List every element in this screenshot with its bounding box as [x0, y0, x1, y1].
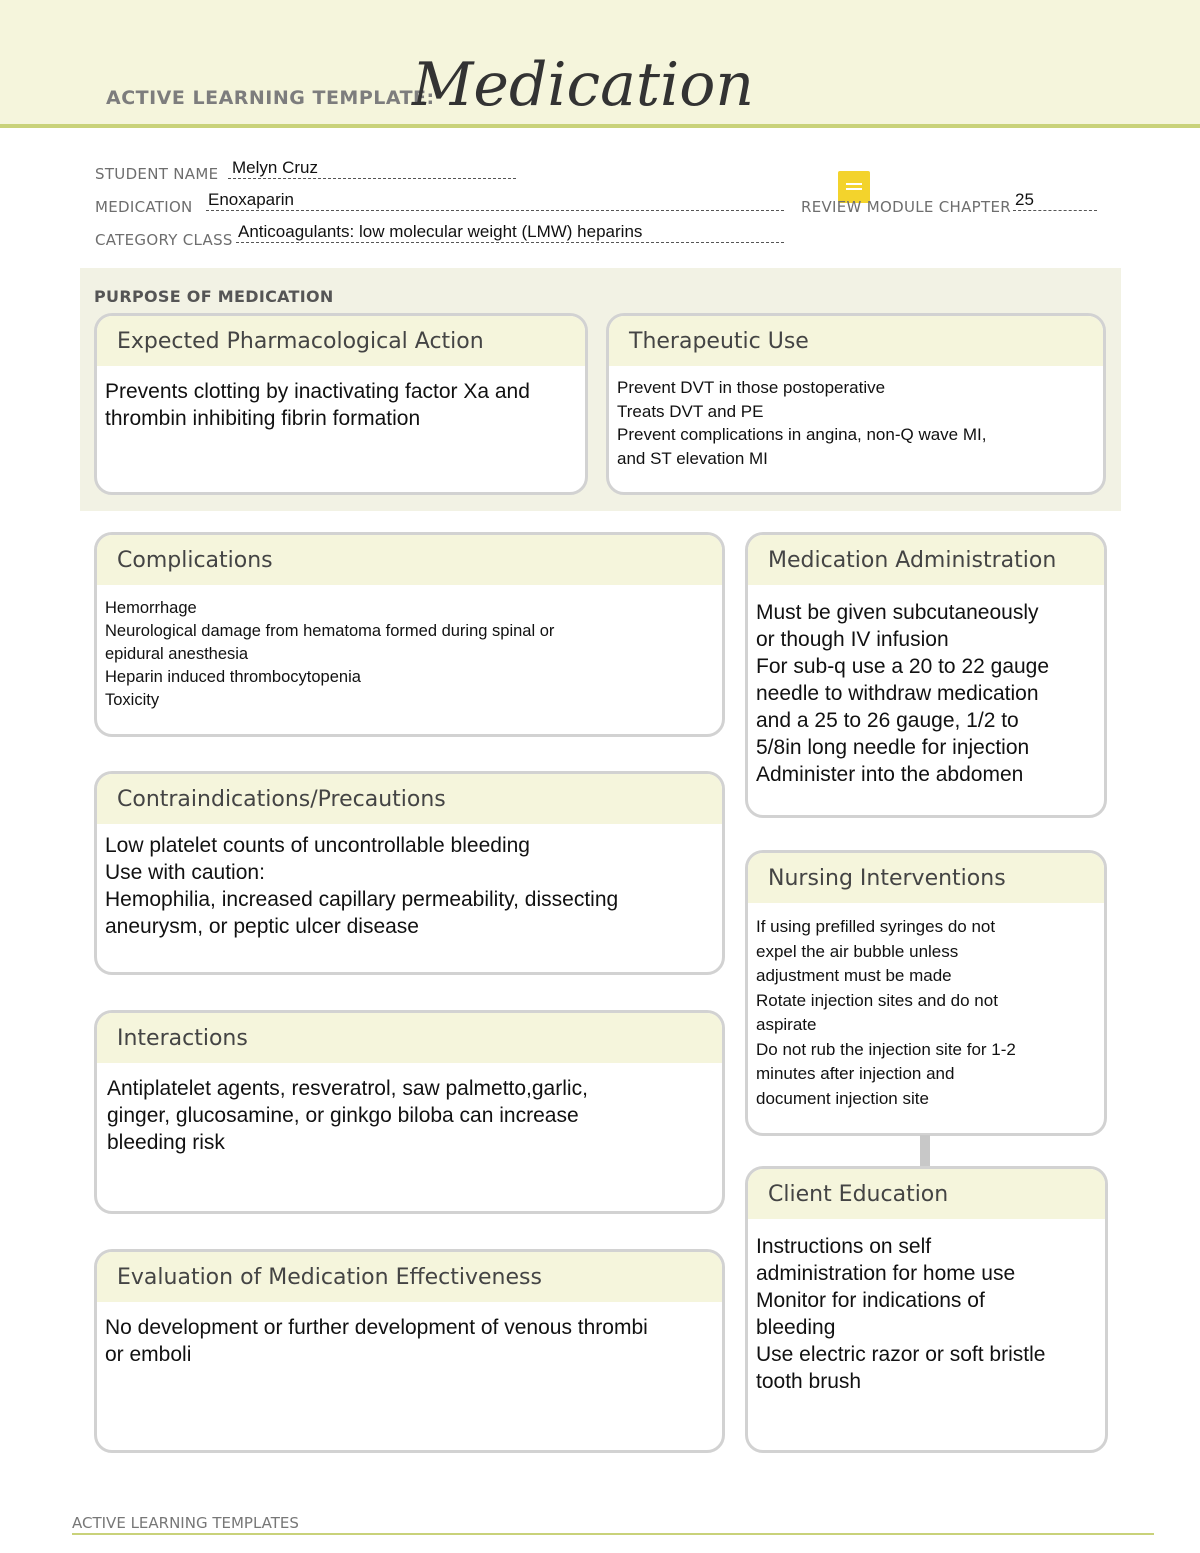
text-line: Toxicity	[105, 691, 160, 709]
text-line: Low platelet counts of uncontrollable bleeding	[105, 834, 530, 857]
text-line: Prevents clotting by inactivating factor Xa and	[105, 380, 530, 403]
complications-body[interactable]	[97, 585, 722, 720]
therapeutic-use-body[interactable]	[609, 366, 1103, 478]
expected-action-body[interactable]	[97, 366, 585, 440]
nursing-interventions-body[interactable]	[748, 903, 1104, 1119]
expected-action-box	[94, 313, 588, 495]
text-line: Heparin induced thrombocytopenia	[105, 668, 361, 686]
text-line: No development or further development of venous thrombi	[105, 1316, 648, 1339]
interactions-title: Interactions	[97, 1013, 722, 1063]
text-line: Administer into the abdomen	[756, 763, 1024, 786]
category-class-value: Anticoagulants: low molecular weight (LMW) heparins	[238, 222, 643, 241]
text-line: document injection site	[756, 1088, 929, 1108]
medication-label: MEDICATION	[95, 198, 193, 216]
text-line: bleeding	[756, 1316, 836, 1339]
evaluation-title: Evaluation of Medication Effectiveness	[97, 1252, 722, 1302]
text-line: Instructions on self	[756, 1235, 932, 1258]
category-class-label: CATEGORY CLASS	[95, 231, 233, 249]
text-line: Do not rub the injection site for 1-2	[756, 1039, 1016, 1059]
footer-divider	[72, 1533, 1154, 1535]
therapeutic-use-box	[606, 313, 1106, 495]
text-line: thrombin inhibiting fibrin formation	[105, 407, 421, 430]
text-line: Must be given subcutaneously	[756, 601, 1039, 624]
text-line: or emboli	[105, 1343, 192, 1366]
text-line: bleeding risk	[107, 1131, 225, 1154]
text-line: needle to withdraw medication	[756, 682, 1039, 705]
contraindications-body[interactable]	[97, 824, 722, 948]
text-line: Treats DVT and PE	[617, 401, 764, 421]
client-education-title: Client Education	[748, 1169, 1105, 1219]
text-line: Rotate injection sites and do not	[756, 990, 998, 1010]
text-line: Prevent complications in angina, non-Q wave MI,	[617, 425, 987, 444]
template-label: ACTIVE LEARNING TEMPLATE:	[106, 87, 435, 109]
contraindications-box	[94, 771, 725, 975]
student-name-field[interactable]	[228, 158, 516, 179]
medication-value: Enoxaparin	[208, 190, 295, 209]
review-chapter-field[interactable]	[1013, 190, 1097, 211]
contraindications-title: Contraindications/Precautions	[97, 774, 722, 824]
box-connector	[920, 1135, 930, 1167]
medication-administration-title: Medication Administration	[748, 535, 1104, 585]
category-class-field[interactable]	[236, 222, 784, 243]
text-line: 5/8in long needle for injection	[756, 736, 1030, 759]
text-line: expel the air bubble unless	[756, 941, 959, 961]
text-line: ginger, glucosamine, or ginkgo biloba can increase	[107, 1104, 579, 1127]
text-line: Monitor for indications of	[756, 1289, 985, 1312]
text-line: For sub-q use a 20 to 22 gauge	[756, 655, 1050, 678]
text-line: Use with caution:	[105, 861, 265, 884]
page-title: Medication	[412, 50, 754, 120]
text-line: and a 25 to 26 gauge, 1/2 to	[756, 709, 1019, 732]
medication-administration-box	[745, 532, 1107, 818]
medication-administration-body[interactable]	[748, 585, 1104, 796]
student-name-label: STUDENT NAME	[95, 165, 219, 183]
text-line: Hemophilia, increased capillary permeability, dissecting	[105, 888, 619, 911]
text-line: aneurysm, or peptic ulcer disease	[105, 915, 419, 938]
interactions-body[interactable]	[97, 1063, 722, 1164]
text-line: or though IV infusion	[756, 628, 949, 651]
client-education-box	[745, 1166, 1108, 1453]
complications-title: Complications	[97, 535, 722, 585]
therapeutic-use-title: Therapeutic Use	[609, 316, 1103, 366]
footer-label: ACTIVE LEARNING TEMPLATES	[72, 1514, 299, 1532]
complications-box	[94, 532, 725, 737]
student-name-value: Melyn Cruz	[232, 158, 318, 177]
text-line: Use electric razor or soft bristle	[756, 1343, 1046, 1366]
nursing-interventions-title: Nursing Interventions	[748, 853, 1104, 903]
text-line: If using prefilled syringes do not	[756, 917, 996, 936]
review-chapter-value: 25	[1015, 190, 1034, 209]
expected-action-title: Expected Pharmacological Action	[97, 316, 585, 366]
nursing-interventions-box	[745, 850, 1107, 1136]
text-line: and ST elevation MI	[617, 448, 768, 468]
text-line: Antiplatelet agents, resveratrol, saw palmetto,garlic,	[107, 1077, 588, 1100]
medication-field[interactable]	[206, 190, 784, 211]
text-line: Hemorrhage	[105, 599, 197, 617]
text-line: tooth brush	[756, 1370, 862, 1393]
evaluation-box	[94, 1249, 725, 1453]
client-education-body[interactable]	[748, 1219, 1105, 1403]
text-line: Neurological damage from hematoma formed during spinal or	[105, 622, 555, 640]
text-line: Prevent DVT in those postoperative	[617, 378, 886, 397]
text-line: aspirate	[756, 1015, 817, 1034]
text-line: adjustment must be made	[756, 966, 952, 985]
review-module-label: REVIEW MODULE CHAPTER	[801, 198, 1011, 216]
purpose-title: PURPOSE OF MEDICATION	[94, 287, 334, 306]
evaluation-body[interactable]	[97, 1302, 722, 1376]
text-line: administration for home use	[756, 1262, 1016, 1285]
interactions-box	[94, 1010, 725, 1214]
text-line: epidural anesthesia	[105, 645, 249, 663]
text-line: minutes after injection and	[756, 1064, 955, 1083]
